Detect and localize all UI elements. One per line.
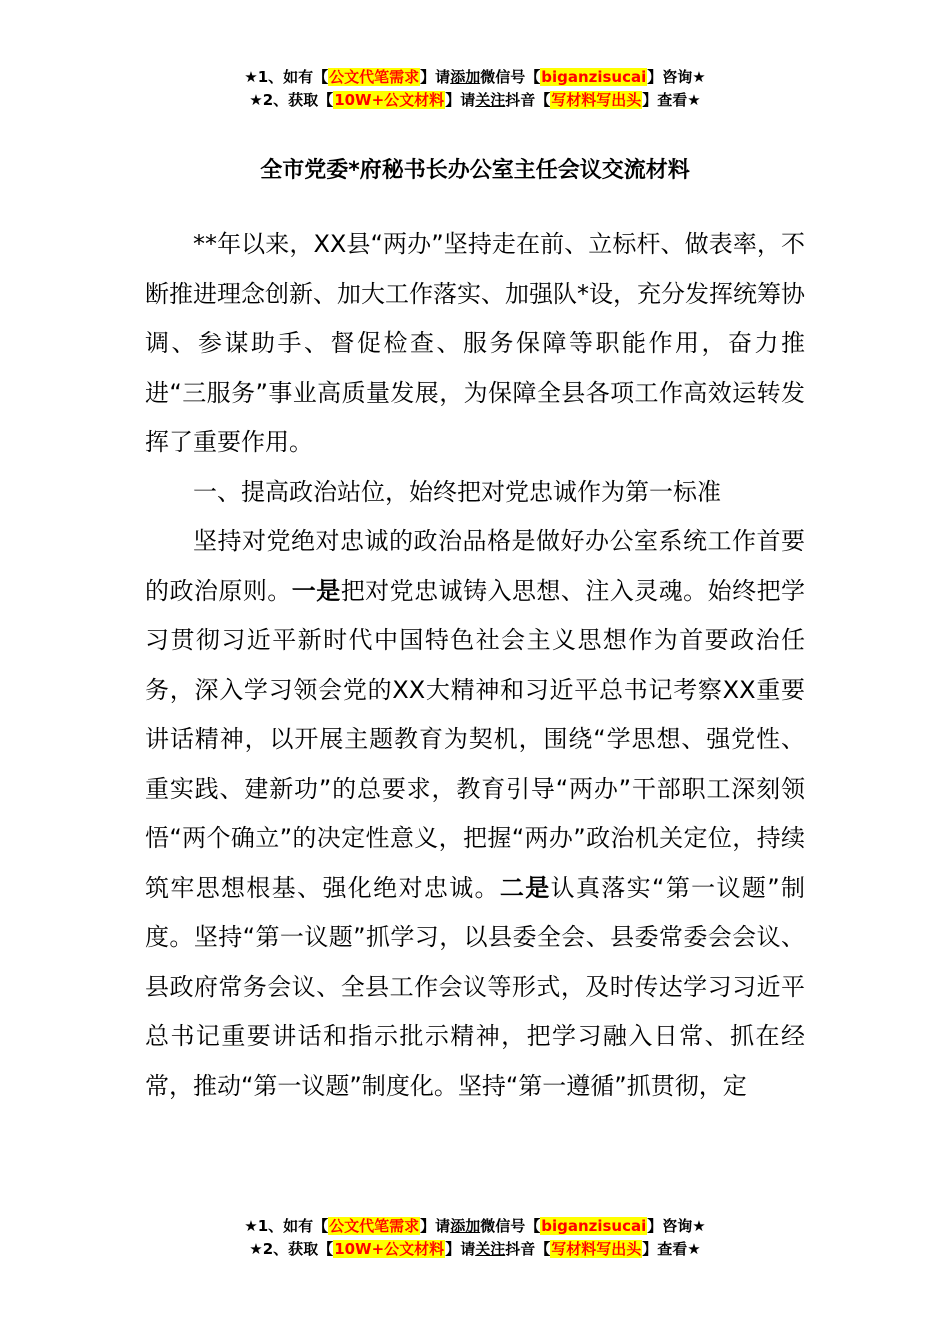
document-title: 全市党委*府秘书长办公室主任会议交流材料	[260, 158, 690, 183]
highlight-wechat-id: biganzisucai	[541, 68, 647, 86]
section-heading-1: 一、提高政治站位，始终把对党忠诚作为第一标准	[193, 477, 721, 506]
intro-paragraph: **年以来，XX县“两办”坚持走在前、立标杆、做表率，不断推进理念创新、加大工作落实、加强队*设，充分发挥统筹协调、参谋助手、督促检查、服务保障等职能作用，奋力推进“三服务”事业高质量发展，为保障全县各项工作高效运转发挥了重要作用。	[145, 230, 805, 456]
banner-line-1: ★1、如有【公文代笔需求】请添加微信号【biganzisucai】咨询★	[244, 68, 706, 86]
highlight-ghostwriting: 公文代笔需求	[329, 68, 420, 86]
banner-line-1: ★1、如有【公文代笔需求】请添加微信号【biganzisucai】咨询★	[244, 1217, 706, 1235]
highlight-ghostwriting: 公文代笔需求	[329, 1217, 420, 1235]
document-body	[145, 220, 805, 1111]
banner-line-2: ★2、获取【10W+公文材料】请关注抖音【写材料写出头】查看★	[249, 91, 701, 109]
highlight-douyin: 写材料写出头	[551, 91, 642, 109]
section-1-paragraph: 坚持对党绝对忠诚的政治品格是做好办公室系统工作首要的政治原则。一是把对党忠诚铸入思想、注入灵魂。始终把学习贯彻习近平新时代中国特色社会主义思想作为首要政治任务，深入学习领会党的XX大精神和习近平总书记考察XX重要讲话精神，以开展主题教育为契机，围绕“学思想、强党性、重实践、建新功”的总要求，教育引导“两办”干部职工深刻领悟“两个确立”的决定性意义，把握“两办”政治机关定位，持续筑牢思想根基、强化绝对忠诚。二是认真落实“第一议题”制度。坚持“第一议题”抓学习，以县委全会、县委常委会会议、县政府常务会议、全县工作会议等形式，及时传达学习习近平总书记重要讲话和指示批示精神，把学习融入日常、抓在经常，推动“第一议题”制度化。坚持“第一遵循”抓贯彻，定	[145, 527, 806, 1100]
point-one-label: 一是	[291, 576, 341, 605]
highlight-materials: 10W+公文材料	[334, 91, 445, 109]
footer-banner	[0, 1215, 950, 1261]
highlight-wechat-id: biganzisucai	[541, 1217, 647, 1235]
highlight-materials: 10W+公文材料	[334, 1240, 445, 1258]
point-two-label: 二是	[499, 873, 551, 902]
banner-line-2: ★2、获取【10W+公文材料】请关注抖音【写材料写出头】查看★	[249, 1240, 701, 1258]
header-banner	[0, 66, 950, 112]
highlight-douyin: 写材料写出头	[551, 1240, 642, 1258]
